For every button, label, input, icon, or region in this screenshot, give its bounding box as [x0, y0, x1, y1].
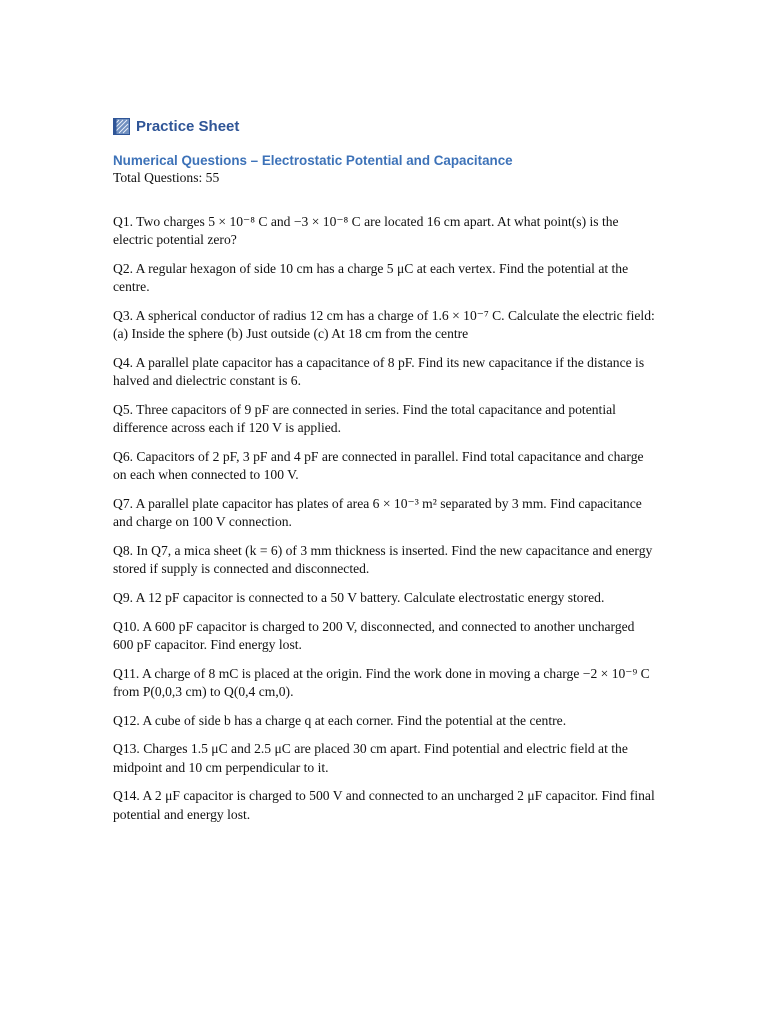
document-header [113, 113, 658, 139]
question-item: Q1. Two charges 5 × 10⁻⁸ C and −3 × 10⁻⁸ C are located 16 cm apart. At what point(s) is the electric potential zero? [113, 214, 619, 248]
question-item: Q12. A cube of side b has a charge q at each corner. Find the potential at the centre. [113, 712, 567, 728]
page-title: Practice Sheet [136, 117, 240, 135]
question-item: Q3. A spherical conductor of radius 12 cm has a charge of 1.6 × 10⁻⁷ C. Calculate the electric field: (a) Inside the sphere (b) Just outside (c) At 18 cm from the centre [113, 308, 655, 342]
section-title: Numerical Questions – Electrostatic Potential and Capacitance [113, 153, 513, 168]
question-item: Q10. A 600 pF capacitor is charged to 200 V, disconnected, and connected to another uncharged 600 pF capacitor. Find energy lost. [113, 618, 635, 652]
question-item: Q11. A charge of 8 mC is placed at the origin. Find the work done in moving a charge −2 × 10⁻⁹ C from P(0,0,3 cm) to Q(0,4 cm,0). [113, 665, 650, 699]
question-item: Q13. Charges 1.5 μC and 2.5 μC are placed 30 cm apart. Find potential and electric field at the midpoint and 10 cm perpendicular to it. [113, 741, 628, 775]
document-page [113, 113, 658, 834]
question-list [113, 213, 658, 824]
question-item: Q5. Three capacitors of 9 pF are connected in series. Find the total capacitance and potential difference across each if 120 V is applied. [113, 402, 616, 436]
question-item: Q9. A 12 pF capacitor is connected to a 50 V battery. Calculate electrostatic energy stored. [113, 590, 605, 605]
notebook-icon [113, 118, 130, 135]
total-questions: Total Questions: 55 [113, 170, 220, 185]
question-item: Q7. A parallel plate capacitor has plates of area 6 × 10⁻³ m² separated by 3 mm. Find capacitance and charge on 100 V connection. [113, 496, 642, 530]
question-item: Q8. In Q7, a mica sheet (k = 6) of 3 mm thickness is inserted. Find the new capacitance and energy stored if supply is connected and disconnected. [113, 543, 653, 577]
question-item: Q6. Capacitors of 2 pF, 3 pF and 4 pF are connected in parallel. Find total capacitance and charge on each when connected to 100 V. [113, 449, 644, 483]
question-item: Q14. A 2 μF capacitor is charged to 500 V and connected to an uncharged 2 μF capacitor. Find final potential and energy lost. [113, 788, 655, 822]
question-item: Q2. A regular hexagon of side 10 cm has a charge 5 μC at each vertex. Find the potential at the centre. [113, 261, 629, 295]
question-item: Q4. A parallel plate capacitor has a capacitance of 8 pF. Find its new capacitance if the distance is halved and dielectric constant is 6. [113, 355, 645, 389]
